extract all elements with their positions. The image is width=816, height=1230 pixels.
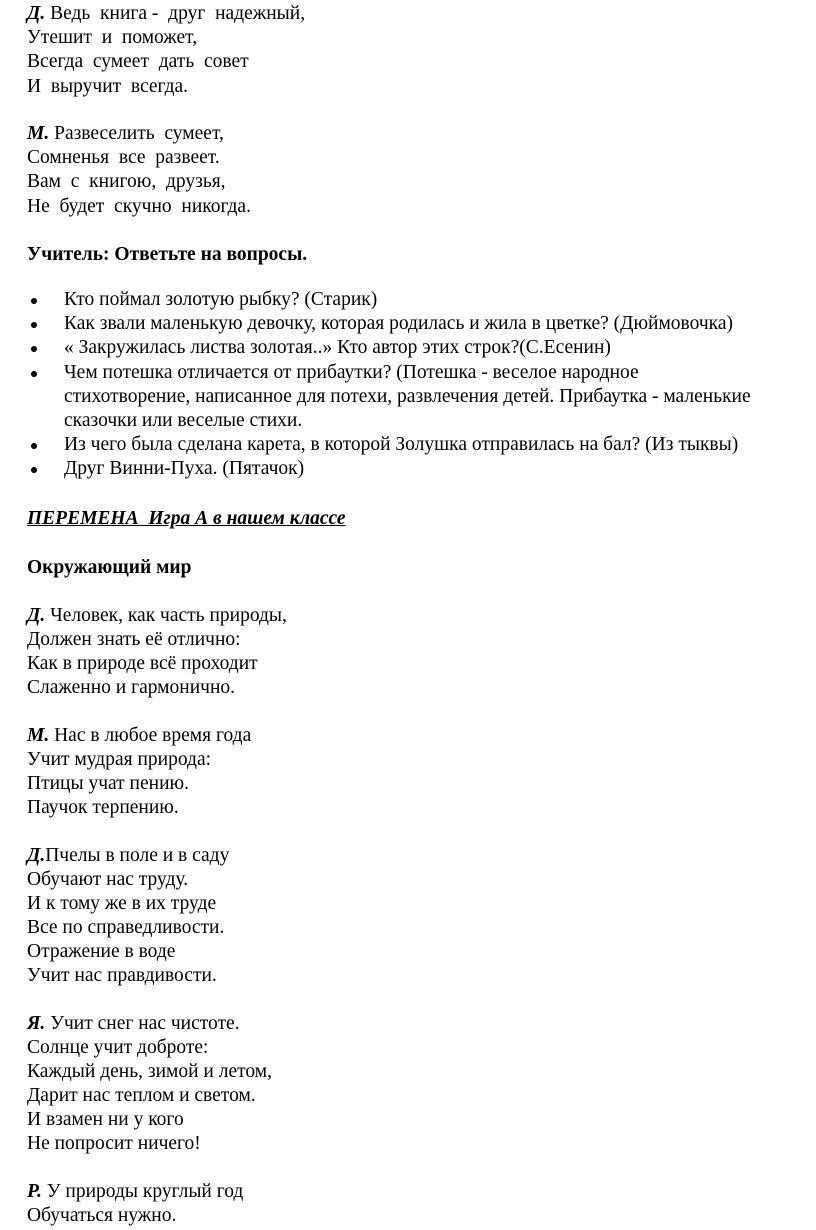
bullet-icon xyxy=(31,298,37,304)
question-item: « Закружилась листва золотая..» Кто автор этих строк?(С.Есенин) xyxy=(64,337,611,358)
stanza-3-line-4: Слаженно и гармонично. xyxy=(27,677,236,698)
verse-text: У природы круглый год xyxy=(46,1181,244,1202)
stanza-1-line-1 xyxy=(27,2,305,26)
speaker-label: Д. xyxy=(27,845,46,866)
speaker-label: Д. xyxy=(27,605,46,626)
stanza-2-line-3: Вам с книгою, друзья, xyxy=(27,171,226,192)
question-item: Как звали маленькую девочку, которая родилась и жила в цветке? (Дюймовочка) xyxy=(64,313,733,334)
stanza-6-line-6: Не попросит ничего! xyxy=(27,1133,201,1154)
speaker-label: Я. xyxy=(27,1013,46,1034)
stanza-3-line-2: Должен знать её отлично: xyxy=(27,629,241,650)
stanza-5-line-5: Отражение в воде xyxy=(27,941,176,962)
stanza-6-line-3: Каждый день, зимой и летом, xyxy=(27,1061,272,1082)
stanza-7-line-1 xyxy=(27,1180,243,1204)
verse-text: Пчелы в поле и в саду xyxy=(45,845,230,866)
stanza-5-line-1 xyxy=(27,844,229,868)
stanza-2-line-1 xyxy=(27,122,224,146)
verse-text: Нас в любое время года xyxy=(54,725,252,746)
speaker-label: М. xyxy=(27,725,50,746)
stanza-6-line-4: Дарит нас теплом и светом. xyxy=(27,1085,256,1106)
stanza-4-line-4: Паучок терпению. xyxy=(27,797,179,818)
stanza-1-line-3: Всегда сумеет дать совет xyxy=(27,51,249,72)
verse-text: Человек, как часть природы, xyxy=(50,605,287,626)
stanza-4-line-1 xyxy=(27,724,251,748)
stanza-6-line-2: Солнце учит доброте: xyxy=(27,1037,209,1058)
stanza-2-line-2: Сомненья все развеет. xyxy=(27,147,220,168)
stanza-5-line-4: Все по справедливости. xyxy=(27,917,225,938)
question-item-line: сказочки или веселые стихи. xyxy=(64,410,303,431)
stanza-3-line-3: Как в природе всё проходит xyxy=(27,653,258,674)
stanza-5-line-6: Учит нас правдивости. xyxy=(27,965,217,986)
stanza-6-line-5: И взамен ни у кого xyxy=(27,1109,184,1130)
speaker-label: Д. xyxy=(27,3,46,24)
stanza-4-line-2: Учит мудрая природа: xyxy=(27,749,212,770)
subject-heading: Окружающий мир xyxy=(27,557,192,578)
teacher-heading: Учитель: Ответьте на вопросы. xyxy=(27,244,308,265)
stanza-4-line-3: Птицы учат пению. xyxy=(27,773,189,794)
question-item: Друг Винни-Пуха. (Пятачок) xyxy=(64,458,305,479)
question-item: Из чего была сделана карета, в которой Золушка отправилась на бал? (Из тыквы) xyxy=(64,434,739,455)
speaker-label: М. xyxy=(27,123,50,144)
stanza-3-line-1 xyxy=(27,604,287,628)
verse-text: Развеселить сумеет, xyxy=(54,123,224,144)
stanza-7-line-2: Обучаться нужно. xyxy=(27,1205,177,1226)
question-item-line: Чем потешка отличается от прибаутки? (Потешка - веселое народное xyxy=(64,362,639,383)
bullet-icon xyxy=(31,322,37,328)
question-item-line: стихотворение, написанное для потехи, развлечения детей. Прибаутка - маленькие xyxy=(64,386,751,407)
break-heading: ПЕРЕМЕНА Игра А в нашем классе xyxy=(27,508,346,529)
verse-text: Ведь книга - друг надежный, xyxy=(50,3,306,24)
speaker-label: Р. xyxy=(27,1181,42,1202)
stanza-6-line-1 xyxy=(27,1012,240,1036)
stanza-1-line-2: Утешит и поможет, xyxy=(27,27,198,48)
stanza-2-line-4: Не будет скучно никогда. xyxy=(27,196,251,217)
stanza-1-line-4: И выручит всегда. xyxy=(27,76,189,97)
bullet-icon xyxy=(31,443,37,449)
bullet-icon xyxy=(31,371,37,377)
bullet-icon xyxy=(31,467,37,473)
question-item: Кто поймал золотую рыбку? (Старик) xyxy=(64,289,378,310)
stanza-5-line-3: И к тому же в их труде xyxy=(27,893,217,914)
stanza-5-line-2: Обучают нас труду. xyxy=(27,869,189,890)
verse-text: Учит снег нас чистоте. xyxy=(50,1013,240,1034)
bullet-icon xyxy=(31,346,37,352)
